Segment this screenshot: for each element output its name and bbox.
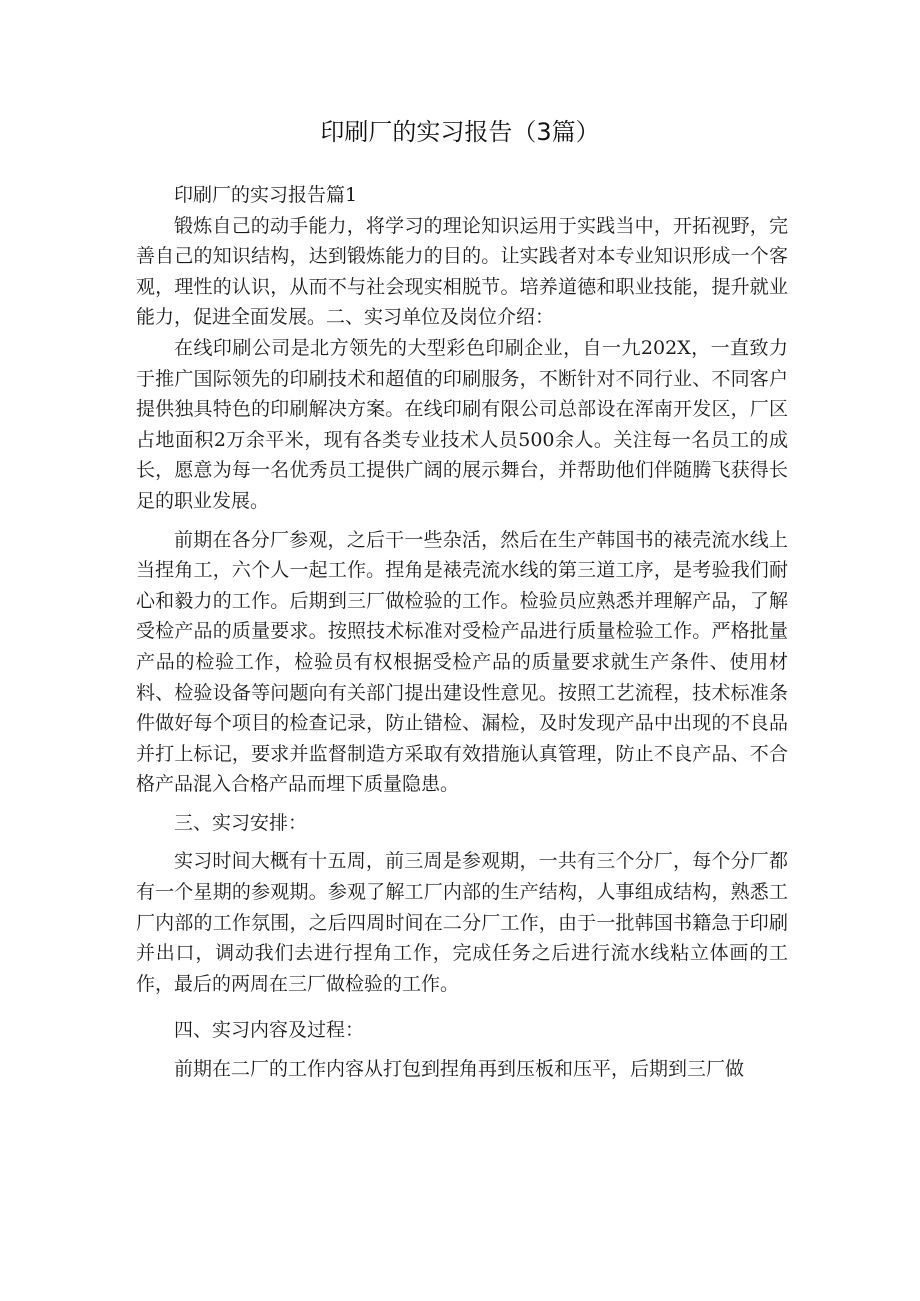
paragraph-content: 前期在二厂的工作内容从打包到捏角再到压板和压平，后期到三厂做 bbox=[174, 1058, 745, 1081]
paragraph-company: 在线印刷公司是北方领先的大型彩色印刷企业，自一九202X，一直致力于推广国际领先的印刷技术和超值的印刷服务，不断针对不同行业、不同客户提供独具特色的印刷解决方案。在线印刷有限公司总部设在浑南开发区，厂区占地面积2万余平米，现有各类专业技术人员500余人。关注每一名员工的成长，愿意为每一名优秀员工提供广阔的展示舞台，并帮助他们伴随腾飞获得长足的职业发展。 bbox=[136, 336, 788, 512]
heading-content: 四、实习内容及过程： bbox=[174, 1019, 365, 1042]
paragraph-work: 前期在各分厂参观，之后干一些杂活，然后在生产韩国书的裱壳流水线上当捏角工，六个人一起工作。捏角是裱壳流水线的第三道工序，是考验我们耐心和毅力的工作。后期到三厂做检验的工作。检验员应熟悉并理解产品，了解受检产品的质量要求。按照技术标准对受检产品进行质量检验工作。严格批量产品的检验工作，检验员有权根据受检产品的质量要求就生产条件、使用材料、检验设备等问题向有关部门提出建设性意见。按照工艺流程，技术标准条件做好每个项目的检查记录，防止错检、漏检，及时发现产品中出现的不良品并打上标记，要求并监督制造方采取有效措施认真管理，防止不良产品、不合格产品混入合格产品而埋下质量隐患。 bbox=[136, 528, 788, 796]
heading-arrangement: 三、实习安排： bbox=[174, 811, 308, 834]
paragraph-arrangement: 实习时间大概有十五周，前三周是参观期，一共有三个分厂，每个分厂都有一个星期的参观期。参观了解工厂内部的生产结构，人事组成结构，熟悉工厂内部的工作氛围，之后四周时间在二分厂工作，由于一批韩国书籍急于印刷并出口，调动我们去进行捏角工作，完成任务之后进行流水线粘立体画的工作，最后的两周在三厂做检验的工作。 bbox=[136, 850, 788, 995]
paragraph-purpose: 锻炼自己的动手能力，将学习的理论知识运用于实践当中，开拓视野，完善自己的知识结构，达到锻炼能力的目的。让实践者对本专业知识形成一个客观，理性的认识，从而不与社会现实相脱节。培养道德和职业技能，提升就业能力，促进全面发展。二、实习单位及岗位介绍： bbox=[136, 214, 788, 329]
document-title: 印刷厂的实习报告（3篇） bbox=[320, 118, 600, 146]
document-body bbox=[136, 180, 788, 1085]
section-heading: 印刷厂的实习报告篇1 bbox=[174, 184, 358, 206]
